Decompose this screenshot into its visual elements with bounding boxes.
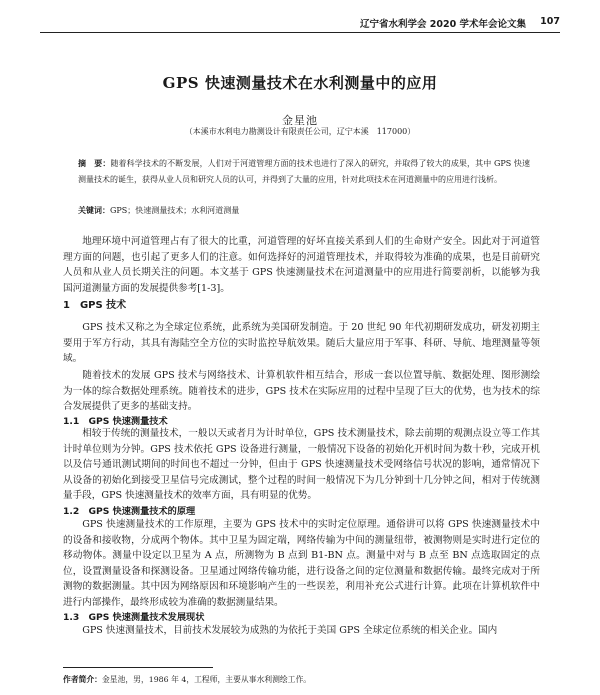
keywords-text: GPS；快速测量技术；水利河道测量 [110,206,240,215]
abstract-label: 摘 要： [78,158,111,168]
abstract [78,156,530,187]
footnote-text: 金星池，男，1986 年 4，工程师，主要从事水利测绘工作。 [101,675,312,684]
running-header [40,14,560,33]
article-title: GPS 快速测量技术在水利测量中的应用 [162,74,438,92]
subsection-heading-principle: 1.2 GPS 快速测量技术的原理 [63,506,196,517]
subsection-heading-fast: 1.1 GPS 快速测量技术 [63,416,168,427]
author-name: 金星池 [282,114,318,127]
section-heading-gps: 1 GPS 技术 [63,300,127,311]
intro-paragraph: 地理环境中河道管理占有了很大的比重，河道管理的好坏直接关系到人们的生命财产安全。因此对于河道管理方面的问题，也引起了更多人们的注意。如何选择好的河道管理技术，并取得较为准确的成果，也是目前研究人员和从业人员长期关注的问题。本文基于 GPS 快速测量技术在河道测量中的应用进行简要剖析，以能够为我国河道测量方面的发展提供参考[1-3]。 [63,236,540,294]
footnote-divider [63,667,213,668]
abstract-text: 随着科学技术的不断发展，人们对于河道管理方面的技术也进行了深入的研究，并取得了较大的成果，其中 GPS 快速测量技术的诞生，获得从业人员和研究人员的认可，并得到了大量的应用，针对此项技术在河道测量中的应用进行浅析。 [78,159,530,184]
status-paragraph: GPS 快速测量技术，目前技术发展较为成熟的为依托于美国 GPS 全球定位系统的相关企业。国内 [82,625,498,636]
keywords [78,203,530,218]
author-affiliation: （本溪市水利电力勘测设计有限责任公司，辽宁本溪 117000） [184,127,416,136]
journal-name: 辽宁省水利学会 2020 学术年会论文集 [359,19,526,30]
gps-paragraph-2: 随着技术的发展 GPS 技术与网络技术、计算机软件相互结合，形成一套以位置导航、数据处理、图形测绘为一体的综合数据处理系统。随着技术的进步，GPS 技术在实际应用的过程中呈现了巨大的优势，也为技术的综合发展提供了更多的基础支持。 [63,370,540,413]
gps-paragraph-1: GPS 技术又称之为全球定位系统，此系统为美国研发制造。于 20 世纪 90 年代初期研发成功，研发初期主要用于军方行动，其具有海陆空全方位的实时监控导航效果。随后大量应用于军事、科研、导航、地理测量等领域。 [63,322,540,365]
principle-paragraph: GPS 快速测量技术的工作原理，主要为 GPS 技术中的实时定位原理。通俗讲可以将 GPS 快速测量技术中的设备和接收物，分成两个物体。其中卫星为固定端，网络传输为中间的测量纽带，被测物则是实时进行定位的移动物体。测量中设定以卫星为 A 点，所测物为 B 点到 B1-BN 点。测量中对与 B 点至 BN 点选取固定的点位，设置测量设备和探测设备。卫星通过网络传输功能，进行设备之间的定位测量和数据传输。最终完成对于所测物的数据测量。其中因为网络原因和环境影响产生的一些误差，利用补充公式进行计算。此项在计算机软件中进行内部操作，最终形成较为准确的数据测量结果。 [63,519,540,608]
keywords-label: 关键词： [78,205,110,215]
fast-measure-paragraph: 相较于传统的测量技术，一般以天或者月为计时单位，GPS 技术测量技术，除去前期的观测点设立等工作其计时单位则为分钟。GPS 技术依托 GPS 设备进行测量，一般情况下设备的初始化开机时间为数十秒，完成开机以及信号通讯测试期间的时间也不超过一分钟，但由于 GPS 快速测量技术受网络信号状况的影响，通常情况下从设备的初始化到接受卫星信号完成测试，整个过程的时间一般情况下为几分钟到十几分钟之间，相对于传统测量手段，GPS 快速测量技术的效率方面，具有明显的优势。 [63,428,540,502]
footnote-label: 作者简介： [63,675,102,684]
subsection-heading-status: 1.3 GPS 快速测量技术发展现状 [63,612,205,623]
author-footnote [63,674,311,685]
page-number: 107 [540,16,560,27]
